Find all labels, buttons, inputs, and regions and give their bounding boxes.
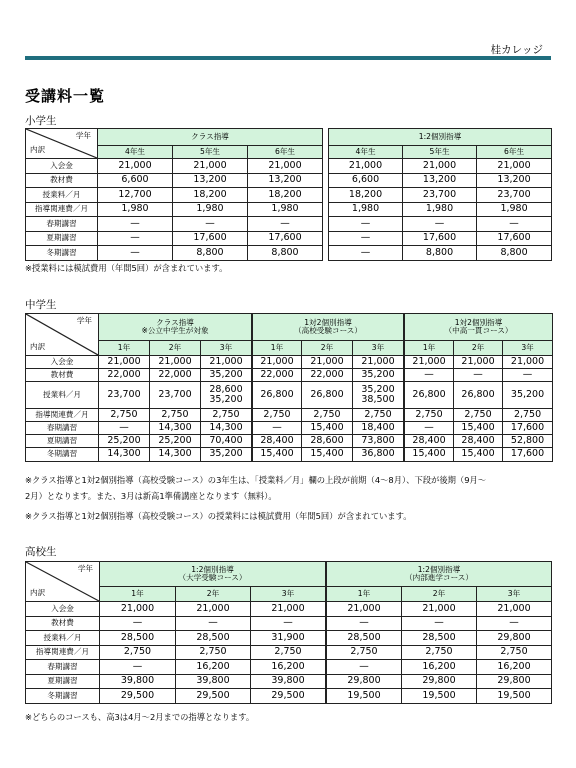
group-subtitle: （高校受験コース） [294, 326, 362, 335]
table-row [26, 616, 552, 631]
fee-cell: 25,200 [99, 435, 150, 448]
fee-cell: 39,800 [176, 674, 251, 689]
fee-cell-split [353, 382, 404, 408]
fee-cell: 35,200 [353, 369, 404, 382]
mid-note-3: ※クラス指導と1対2個別指導（高校受験コース）の授業料には模試費用（年間5回）が含まれています。 [25, 511, 412, 521]
fee-cell: 21,000 [248, 159, 323, 174]
fee-cell: 13,200 [403, 173, 477, 188]
fee-cell: 14,300 [201, 421, 252, 434]
fee-cell: 16,200 [251, 660, 326, 675]
table-row [26, 660, 552, 675]
header-rule [25, 56, 551, 60]
fee-value: 38,500 [361, 394, 395, 406]
page-title: 受講料一覧 [25, 87, 106, 105]
fee-cell: 21,000 [176, 602, 251, 617]
fee-cell: 22,000 [150, 369, 201, 382]
row-label: 夏期講習 [26, 231, 98, 246]
row-label: 授業料／月 [26, 631, 100, 646]
fee-cell: 21,000 [150, 356, 201, 369]
fee-cell: 17,600 [503, 421, 553, 434]
fee-cell: 21,000 [201, 356, 252, 369]
fee-cell: — [248, 217, 323, 232]
fee-cell: 16,200 [402, 660, 477, 675]
fee-cell: 17,600 [173, 231, 248, 246]
row-label: 教材費 [26, 173, 98, 188]
fee-cell: 28,400 [405, 435, 454, 448]
fee-cell: 26,800 [302, 382, 353, 408]
fee-cell: 15,400 [454, 448, 503, 461]
fee-cell: — [405, 421, 454, 434]
fee-cell: 22,000 [253, 369, 302, 382]
fee-cell: 25,200 [150, 435, 201, 448]
group-subtitle: ※公立中学生が対象 [141, 326, 209, 335]
fee-cell: 2,750 [99, 408, 150, 421]
fee-cell: 18,200 [329, 188, 403, 203]
fee-cell: 21,000 [302, 356, 353, 369]
fee-cell: 1,980 [403, 202, 477, 217]
corner-label-grade: 学年 [77, 564, 93, 573]
fee-cell: 18,200 [248, 188, 323, 203]
group-subtitle: （中高一貫コース） [444, 326, 513, 335]
corner-cell [26, 314, 99, 356]
fee-cell: 19,500 [402, 689, 477, 704]
grade-header: 3年 [503, 341, 553, 356]
fee-cell: 2,750 [302, 408, 353, 421]
row-label: 入会金 [26, 159, 98, 174]
fee-cell: 1,980 [477, 202, 552, 217]
high-heading: 高校生 [25, 546, 57, 558]
fee-cell: 29,800 [477, 631, 552, 646]
fee-cell: 1,980 [248, 202, 323, 217]
fee-cell: 29,500 [251, 689, 326, 704]
fee-cell: 17,600 [477, 231, 552, 246]
fee-cell: 21,000 [99, 356, 150, 369]
table-row [26, 369, 553, 382]
fee-cell: — [327, 660, 402, 675]
row-label: 春期講習 [26, 660, 100, 675]
row-label: 冬期講習 [26, 448, 99, 461]
row-label: 教材費 [26, 369, 99, 382]
fee-cell: 39,800 [100, 674, 176, 689]
row-label: 冬期講習 [26, 689, 100, 704]
group-header: クラス指導 [98, 129, 323, 146]
fee-cell: 70,400 [201, 435, 252, 448]
group-subtitle: （大学受験コース） [178, 573, 247, 582]
fee-cell: 19,500 [327, 689, 402, 704]
fee-cell: 15,400 [253, 448, 302, 461]
row-label: 入会金 [26, 356, 99, 369]
fee-cell: — [100, 660, 176, 675]
fee-cell: 73,800 [353, 435, 404, 448]
elem-heading: 小学生 [25, 115, 57, 127]
fee-cell: — [98, 246, 173, 261]
group-title: 1:2個別指導 [417, 565, 461, 575]
group-title: クラス指導 [156, 318, 194, 328]
fee-cell: 2,750 [150, 408, 201, 421]
fee-cell: 15,400 [302, 448, 353, 461]
fee-cell: 29,800 [327, 674, 402, 689]
fee-cell: 28,600 [302, 435, 353, 448]
fee-cell: 2,750 [477, 645, 552, 660]
table-row [26, 448, 553, 461]
fee-cell: — [402, 616, 477, 631]
fee-cell: 13,200 [248, 173, 323, 188]
grade-header: 1年 [253, 341, 302, 356]
group-header [253, 314, 404, 341]
row-label: 夏期講習 [26, 674, 100, 689]
corner-label-grade: 学年 [76, 316, 92, 325]
fee-value: 35,200 [209, 394, 243, 406]
fee-cell: — [98, 217, 173, 232]
fee-cell: 18,400 [353, 421, 404, 434]
fee-cell: 18,200 [173, 188, 248, 203]
group-title: 1対2個別指導 [454, 318, 503, 328]
corner-label-grade: 学年 [75, 131, 91, 140]
fee-value: 28,600 [209, 384, 243, 396]
fee-cell: 2,750 [503, 408, 553, 421]
fee-cell: 21,000 [403, 159, 477, 174]
fee-cell: 26,800 [454, 382, 503, 408]
grade-header: 1年 [99, 341, 150, 356]
fee-cell: 2,750 [402, 645, 477, 660]
fee-cell: 14,300 [150, 421, 201, 434]
fee-cell: — [405, 369, 454, 382]
mid-note-2: 2月）となります。また、3月は新高1準備講座となります（無料）。 [25, 491, 277, 501]
fee-cell: 35,200 [201, 448, 252, 461]
fee-cell: 35,200 [201, 369, 252, 382]
table-row [26, 173, 552, 188]
fee-cell: 26,800 [405, 382, 454, 408]
row-label: 指導関連費／月 [26, 202, 98, 217]
row-label: 教材費 [26, 616, 100, 631]
grade-header: 2年 [454, 341, 503, 356]
table-row [26, 602, 552, 617]
fee-cell: 35,200 [503, 382, 553, 408]
fee-cell: 2,750 [100, 645, 176, 660]
group-header [405, 314, 553, 341]
fee-cell: 15,400 [302, 421, 353, 434]
elem-fee-table [25, 128, 552, 261]
fee-cell: 28,500 [100, 631, 176, 646]
table-row [26, 159, 552, 174]
fee-cell: 28,500 [402, 631, 477, 646]
table-row [26, 631, 552, 646]
fee-cell: 6,600 [329, 173, 403, 188]
table-row [26, 217, 552, 232]
fee-cell: 13,200 [173, 173, 248, 188]
fee-cell: 23,700 [150, 382, 201, 408]
fee-cell: 2,750 [251, 645, 326, 660]
fee-cell: 21,000 [329, 159, 403, 174]
fee-cell: 8,800 [477, 246, 552, 261]
grade-header: 3年 [251, 587, 326, 602]
fee-cell: 21,000 [477, 602, 552, 617]
grade-header: 2年 [150, 341, 201, 356]
fee-cell: 2,750 [405, 408, 454, 421]
fee-cell: 29,500 [100, 689, 176, 704]
fee-cell: 29,800 [477, 674, 552, 689]
grade-header: 1年 [100, 587, 176, 602]
fee-cell: — [100, 616, 176, 631]
corner-cell [26, 562, 100, 602]
fee-cell: 15,400 [454, 421, 503, 434]
row-label: 入会金 [26, 602, 100, 617]
fee-cell: 2,750 [201, 408, 252, 421]
fee-cell: 23,700 [403, 188, 477, 203]
fee-cell: 21,000 [173, 159, 248, 174]
corner-label-breakdown: 内訳 [30, 588, 46, 598]
fee-cell: — [176, 616, 251, 631]
fee-cell: 23,700 [477, 188, 552, 203]
fee-cell: — [477, 616, 552, 631]
row-label: 春期講習 [26, 217, 98, 232]
elem-note: ※授業料には模試費用（年間5回）が含まれています。 [25, 263, 228, 273]
table-row [26, 674, 552, 689]
fee-cell: — [477, 217, 552, 232]
fee-cell: 2,750 [353, 408, 404, 421]
brand-name: 桂カレッジ [490, 44, 543, 56]
fee-cell: — [329, 246, 403, 261]
fee-cell: 19,500 [477, 689, 552, 704]
table-row [26, 356, 553, 369]
group-header [99, 314, 252, 341]
table-row [26, 435, 553, 448]
fee-cell: 31,900 [251, 631, 326, 646]
corner-cell [26, 129, 98, 159]
grade-header: 1年 [405, 341, 454, 356]
fee-cell: 21,000 [98, 159, 173, 174]
fee-cell: 15,400 [405, 448, 454, 461]
grade-header: 4年生 [98, 146, 173, 159]
fee-cell: 28,400 [454, 435, 503, 448]
grade-header: 5年生 [173, 146, 248, 159]
fee-cell: 28,500 [327, 631, 402, 646]
mid-fee-table [25, 313, 553, 462]
fee-cell: 26,800 [253, 382, 302, 408]
fee-cell: 17,600 [248, 231, 323, 246]
fee-cell: — [503, 369, 553, 382]
corner-label-breakdown: 内訳 [30, 342, 46, 352]
fee-cell: 21,000 [253, 356, 302, 369]
fee-cell: 2,750 [327, 645, 402, 660]
fee-cell: 21,000 [405, 356, 454, 369]
group-title: 1:2個別指導 [191, 565, 234, 575]
fee-cell: — [98, 231, 173, 246]
fee-cell: 6,600 [98, 173, 173, 188]
fee-cell: 14,300 [99, 448, 150, 461]
fee-cell: 39,800 [251, 674, 326, 689]
group-header [327, 562, 552, 587]
fee-cell: 21,000 [477, 159, 552, 174]
fee-cell: 52,800 [503, 435, 553, 448]
group-header [100, 562, 326, 587]
mid-heading: 中学生 [25, 299, 57, 311]
table-row [26, 421, 553, 434]
fee-cell: 21,000 [327, 602, 402, 617]
row-label: 授業料／月 [26, 188, 98, 203]
row-label: 授業料／月 [26, 382, 99, 408]
fee-cell: — [251, 616, 326, 631]
high-fee-table [25, 561, 552, 704]
fee-cell: 1,980 [98, 202, 173, 217]
grade-header: 5年生 [403, 146, 477, 159]
high-note: ※どちらのコースも、高3は4月～2月までの指導となります。 [25, 712, 255, 722]
row-label: 春期講習 [26, 421, 99, 434]
grade-header: 6年生 [248, 146, 323, 159]
table-row [26, 382, 553, 408]
fee-cell: 2,750 [454, 408, 503, 421]
fee-cell: 28,500 [176, 631, 251, 646]
fee-cell: 2,750 [253, 408, 302, 421]
table-row [26, 645, 552, 660]
grade-header: 3年 [477, 587, 552, 602]
fee-cell: 17,600 [403, 231, 477, 246]
fee-cell: 21,000 [454, 356, 503, 369]
grade-header: 3年 [201, 341, 252, 356]
fee-cell: 1,980 [173, 202, 248, 217]
corner-label-breakdown: 内訳 [30, 145, 46, 155]
table-row [26, 408, 553, 421]
table-row [26, 246, 552, 261]
grade-header: 6年生 [477, 146, 552, 159]
mid-note-1: ※クラス指導と1対2個別指導（高校受験コース）の3年生は、「授業料／月」欄の上段が前期（4～8月）、下段が後期（9月～ [25, 475, 487, 485]
fee-cell: 17,600 [503, 448, 553, 461]
table-row [26, 231, 552, 246]
row-label: 指導関連費／月 [26, 408, 99, 421]
group-title: 1対2個別指導 [304, 318, 352, 328]
row-label: 冬期講習 [26, 246, 98, 261]
fee-cell: 16,200 [176, 660, 251, 675]
fee-cell: 12,700 [98, 188, 173, 203]
fee-cell: — [253, 421, 302, 434]
grade-header: 4年生 [329, 146, 403, 159]
grade-header: 3年 [353, 341, 404, 356]
grade-header: 1年 [327, 587, 402, 602]
fee-cell: 16,200 [477, 660, 552, 675]
fee-cell: 8,800 [173, 246, 248, 261]
fee-cell: 21,000 [503, 356, 553, 369]
fee-cell: 21,000 [251, 602, 326, 617]
fee-cell: — [173, 217, 248, 232]
grade-header: 2年 [176, 587, 251, 602]
row-label: 夏期講習 [26, 435, 99, 448]
fee-cell: 13,200 [477, 173, 552, 188]
fee-cell: 23,700 [99, 382, 150, 408]
fee-cell: 28,400 [253, 435, 302, 448]
fee-value: 35,200 [361, 384, 395, 396]
fee-cell: 8,800 [248, 246, 323, 261]
fee-cell: — [403, 217, 477, 232]
table-row [26, 188, 552, 203]
fee-cell: — [99, 421, 150, 434]
group-subtitle: （内部進学コース） [405, 573, 473, 582]
group-header: 1:2個別指導 [329, 129, 552, 146]
table-row [26, 689, 552, 704]
fee-cell: — [327, 616, 402, 631]
fee-cell: 21,000 [402, 602, 477, 617]
fee-cell: 29,800 [402, 674, 477, 689]
row-label: 指導関連費／月 [26, 645, 100, 660]
fee-cell: 29,500 [176, 689, 251, 704]
table-row [26, 202, 552, 217]
fee-cell: 1,980 [329, 202, 403, 217]
grade-header: 2年 [302, 341, 353, 356]
fee-cell: — [454, 369, 503, 382]
fee-cell: 22,000 [99, 369, 150, 382]
fee-cell: 21,000 [353, 356, 404, 369]
fee-cell: 14,300 [150, 448, 201, 461]
fee-cell: 21,000 [100, 602, 176, 617]
fee-cell: 22,000 [302, 369, 353, 382]
fee-cell-split [201, 382, 252, 408]
fee-cell: 2,750 [176, 645, 251, 660]
fee-cell: — [329, 231, 403, 246]
fee-cell: 8,800 [403, 246, 477, 261]
fee-cell: — [329, 217, 403, 232]
grade-header: 2年 [402, 587, 477, 602]
fee-cell: 36,800 [353, 448, 404, 461]
